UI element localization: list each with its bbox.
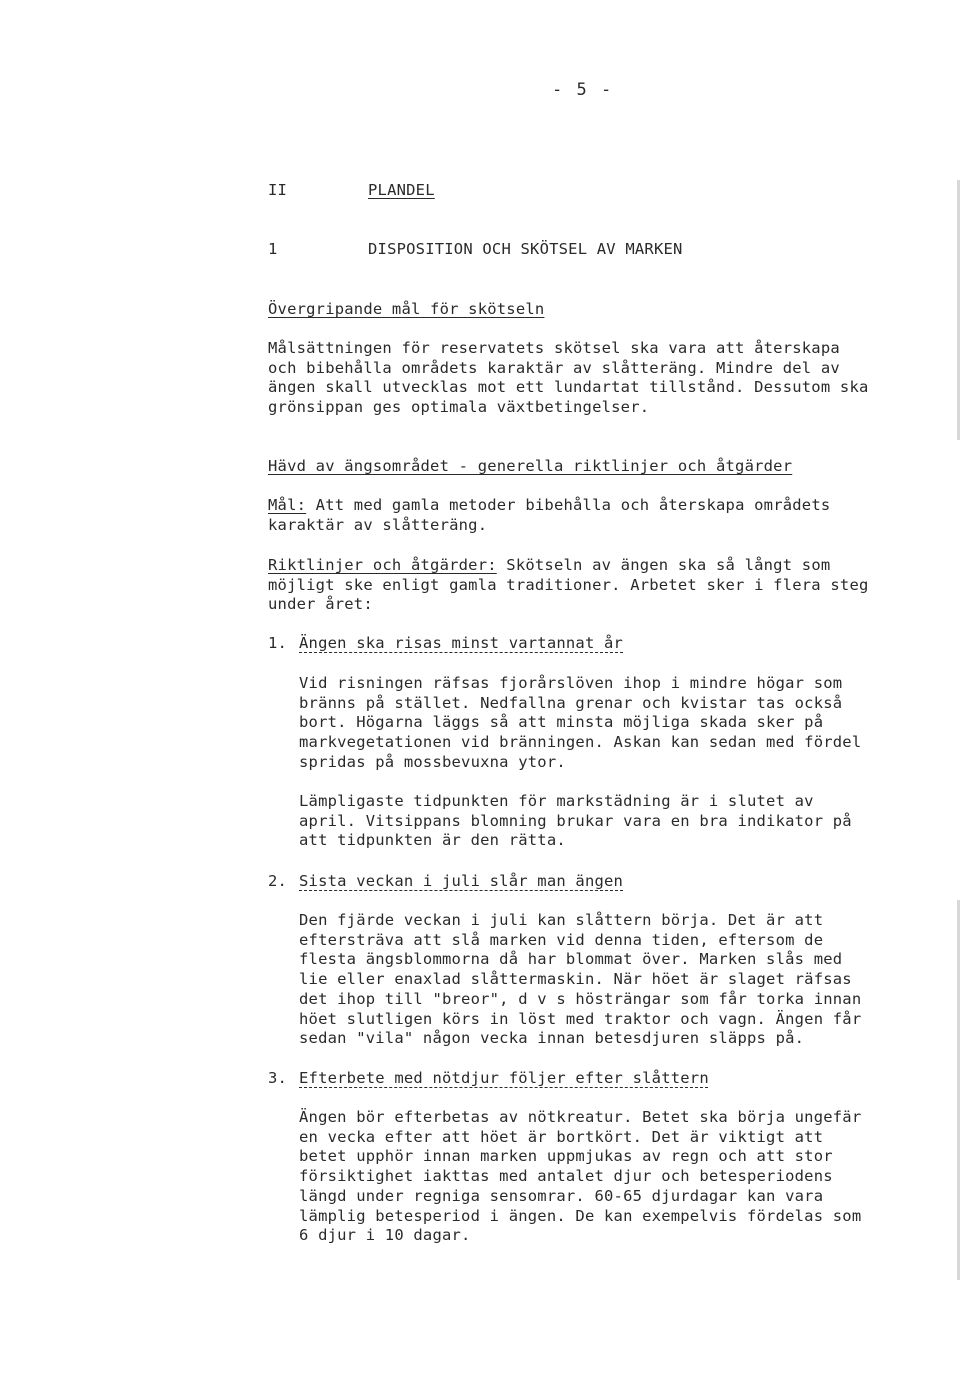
step-paragraph xyxy=(299,911,861,1049)
paragraph-line: ängen skall utvecklas mot ett lundartat tillstånd. Dessutom ska xyxy=(268,378,869,397)
guidelines-line-2: möjligt ske enligt gamla traditioner. Arbetet sker i flera steg xyxy=(268,575,869,594)
paragraph-line: att tidpunkten är den rätta. xyxy=(299,831,566,850)
overall-goal-paragraph xyxy=(268,339,869,418)
paragraph-line: sedan "vila" någon vecka innan betesdjuren släpps på. xyxy=(299,1029,805,1048)
step-paragraph xyxy=(299,792,852,851)
paragraph-line: en vecka efter att höet är bortkört. Det är viktigt att xyxy=(299,1127,824,1146)
goal-line-2: karaktär av slåtteräng. xyxy=(268,515,488,534)
meadow-guidelines-paragraph xyxy=(268,556,869,615)
paragraph-line: eftersträva att slå marken vid denna tiden, eftersom de xyxy=(299,930,824,949)
part-title: PLANDEL xyxy=(368,181,435,199)
paragraph-line: längd under regniga sensomrar. 60-65 djurdagar kan vara xyxy=(299,1186,824,1205)
paragraph-line: grönsippan ges optimala växtbetingelser. xyxy=(268,398,650,417)
paragraph-line: markvegetationen vid bränningen. Askan kan sedan med fördel xyxy=(299,733,862,752)
guidelines-line-3: under året: xyxy=(268,595,373,614)
paragraph-line: Ängen bör efterbetas av nötkreatur. Betet ska börja ungefär xyxy=(299,1108,862,1126)
guidelines-text: Skötseln av ängen ska så långt som xyxy=(496,556,831,574)
paragraph-line: Lämpligaste tidpunkten för markstädning är i slutet av xyxy=(299,792,814,810)
paragraph-line: april. Vitsippans blomning brukar vara en bra indikator på xyxy=(299,811,852,830)
paragraph-line: försiktighet iakttas med antalet djur och betesperiodens xyxy=(299,1167,833,1186)
guidelines-line-1 xyxy=(268,556,869,576)
paragraph-line: Målsättningen för reservatets skötsel ska vara att återskapa xyxy=(268,339,840,357)
paragraph-line: betet upphör innan marken uppmjukas av regn och att stor xyxy=(299,1147,833,1166)
step-number: 1. xyxy=(268,634,288,652)
section-number: 1 xyxy=(268,240,278,258)
paragraph-line: Vid risningen räfsas fjorårslöven ihop i mindre högar som xyxy=(299,674,843,692)
section-title: DISPOSITION OCH SKÖTSEL AV MARKEN xyxy=(368,240,683,258)
paragraph-line: spridas på mossbevuxna ytor. xyxy=(299,752,566,771)
paragraph-line: lie eller enaxlad slåttermaskin. När höet är slaget räfsas xyxy=(299,970,852,989)
goal-line-1 xyxy=(268,496,830,516)
page-number: - 5 - xyxy=(552,80,614,100)
meadow-heading: Hävd av ängsområdet - generella riktlinjer och åtgärder xyxy=(268,457,793,475)
meadow-goal-paragraph xyxy=(268,496,830,535)
part-number: II xyxy=(268,181,288,199)
goal-text: Att med gamla metoder bibehålla och återskapa områdets xyxy=(306,496,831,514)
paragraph-line: lämplig betesperiod i ängen. De kan exempelvis fördelas som xyxy=(299,1206,862,1225)
overall-goal-heading: Övergripande mål för skötseln xyxy=(268,300,545,318)
goal-label: Mål: xyxy=(268,496,307,514)
paragraph-line: och bibehålla områdets karaktär av slåtteräng. Mindre del av xyxy=(268,358,840,377)
step-number: 3. xyxy=(268,1069,288,1087)
guidelines-label: Riktlinjer och åtgärder: xyxy=(268,556,497,574)
paragraph-line: Den fjärde veckan i juli kan slåttern börja. Det är att xyxy=(299,911,824,929)
paragraph-line: flesta ängsblommorna då har blommat över. Marken slås med xyxy=(299,950,843,969)
step-title: Sista veckan i juli slår man ängen xyxy=(299,872,624,890)
step-paragraph xyxy=(299,674,861,773)
step-title: Ängen ska risas minst vartannat år xyxy=(299,634,624,652)
paragraph-line: bort. Högarna läggs så att minsta möjliga skada sker på xyxy=(299,713,824,732)
step-number: 2. xyxy=(268,872,288,890)
step-paragraph xyxy=(299,1108,861,1246)
paragraph-line: det ihop till "breor", d v s hösträngar som får torka innan xyxy=(299,989,862,1008)
paragraph-line: bränns på stället. Nedfallna grenar och kvistar tas också xyxy=(299,693,843,712)
step-title: Efterbete med nötdjur följer efter slåttern xyxy=(299,1069,709,1087)
paragraph-line: höet slutligen körs in löst med traktor och vagn. Ängen får xyxy=(299,1009,862,1028)
paragraph-line: 6 djur i 10 dagar. xyxy=(299,1226,471,1245)
